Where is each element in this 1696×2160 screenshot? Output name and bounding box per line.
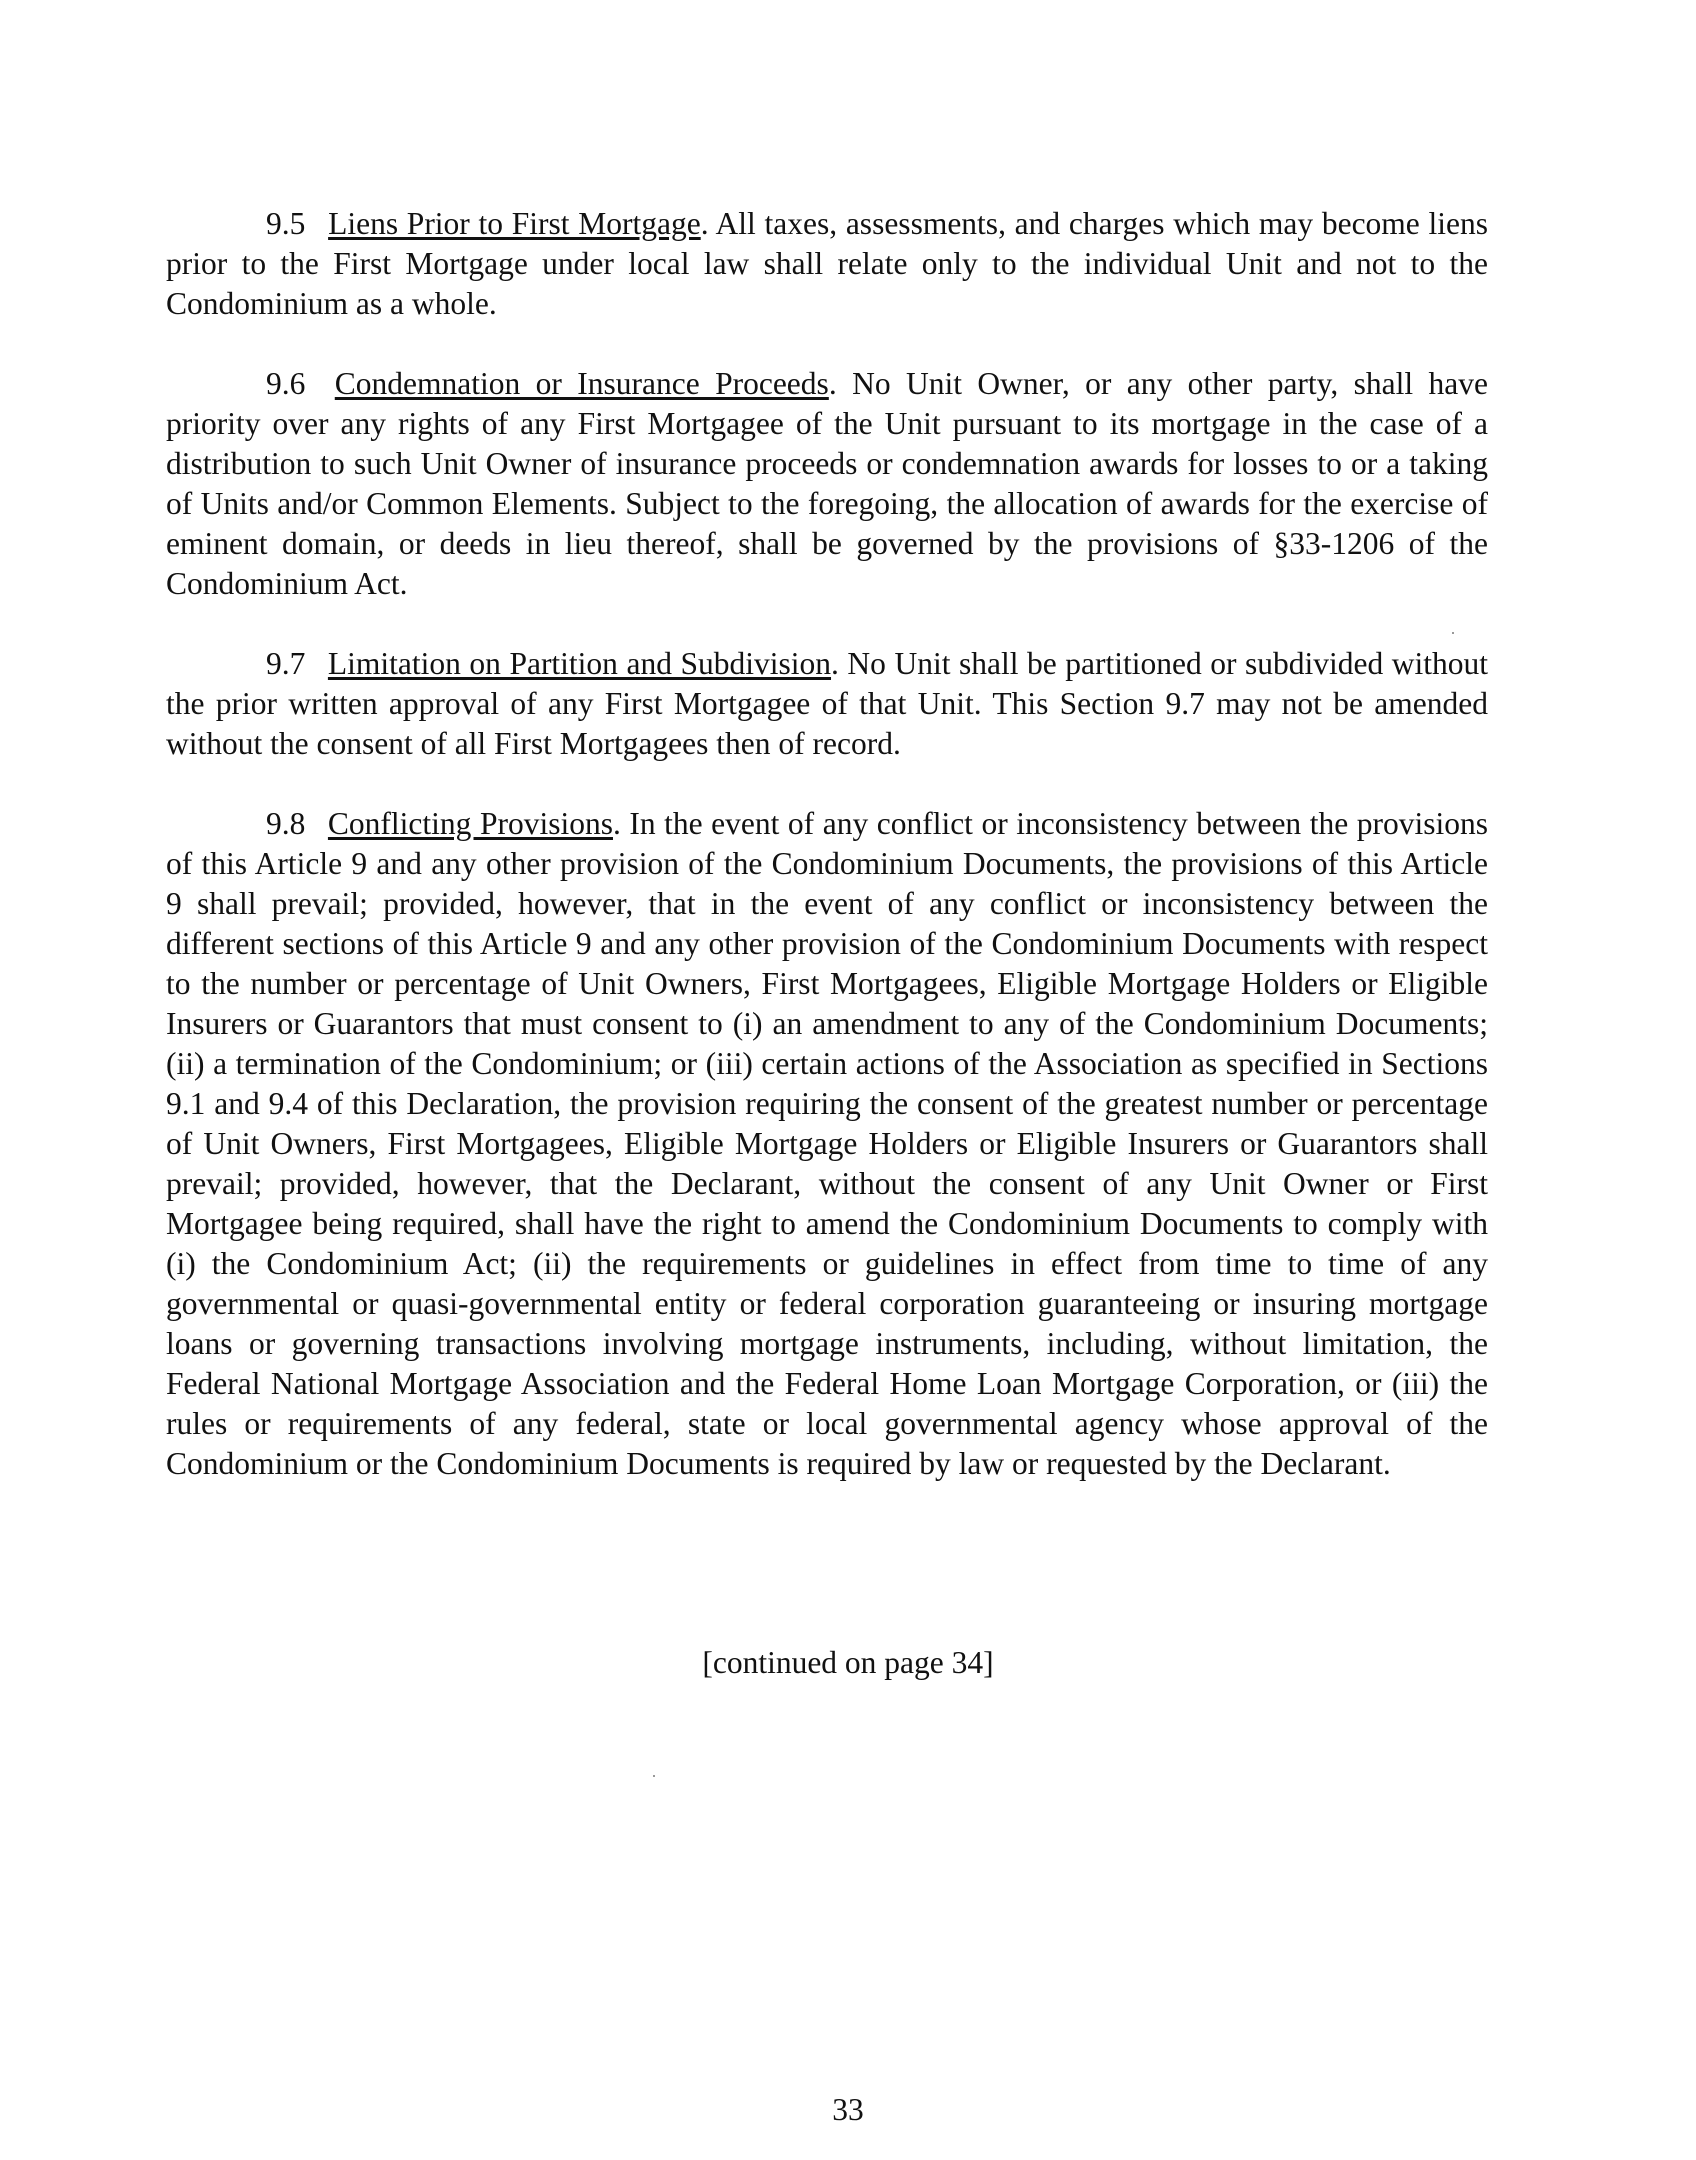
section-number: 9.7	[266, 646, 306, 681]
page-number: 33	[832, 2092, 864, 2127]
section-body: . No Unit shall be partitioned or subdivided without the prior written approval of any First Mortgagee of that Unit. This Section 9.7 may not be amended without the consent of all First Mortgagees then of record.	[166, 646, 1489, 761]
section-number: 9.6	[266, 366, 306, 401]
section-heading: Conflicting Provisions	[327, 806, 613, 841]
section-heading: Condemnation or Insurance Proceeds	[334, 366, 829, 401]
section-body: . All taxes, assessments, and charges which may become liens prior to the First Mortgage under local law shall relate only to the individual Unit and not to the Condominium as a whole.	[166, 206, 1489, 321]
section-9-7	[166, 644, 1488, 764]
scan-speck	[653, 1775, 655, 1777]
section-heading: Liens Prior to First Mortgage	[328, 206, 701, 241]
scan-speck	[1452, 632, 1454, 634]
section-number: 9.8	[266, 806, 306, 841]
document-body	[166, 204, 1488, 1524]
section-number: 9.5	[266, 206, 306, 241]
continued-note: [continued on page 34]	[702, 1645, 994, 1680]
section-9-6	[166, 364, 1488, 604]
section-9-8	[166, 804, 1488, 1484]
section-heading: Limitation on Partition and Subdivision	[327, 646, 832, 681]
section-body: . In the event of any conflict or inconsistency between the provisions of this Article 9 and any other provision of the Condominium Documents, the provisions of this Article 9 shall prevail; provided, however, that in the event of any conflict or inconsistency between the different sections of this Article 9 and any other provision of the Condominium Documents with respect to the number or percentage of Unit Owners, First Mortgagees, Eligible Mortgage Holders or Eligible Insurers or Guarantors that must consent to (i) an amendment to any of the Condominium Documents; (ii) a termination of the Condominium; or (iii) certain actions of the Association as specified in Sections 9.1 and 9.4 of this Declaration, the provision requiring the consent of the greatest number or percentage of Unit Owners, First Mortgagees, Eligible Mortgage Holders or Eligible Insurers or Guarantors shall prevail; provided, however, that the Declarant, without the consent of any Unit Owner or First Mortgagee being required, shall have the right to amend the Condominium Documents to comply with (i) the Condominium Act; (ii) the requirements or guidelines in effect from time to time of any governmental or quasi-governmental entity or federal corporation guaranteeing or insuring mortgage loans or governing transactions involving mortgage instruments, including, without limitation, the Federal National Mortgage Association and the Federal Home Loan Mortgage Corporation, or (iii) the rules or requirements of any federal, state or local governmental agency whose approval of the Condominium or the Condominium Documents is required by law or requested by the Declarant.	[166, 806, 1489, 1481]
section-9-5	[166, 204, 1488, 324]
section-body: . No Unit Owner, or any other party, shall have priority over any rights of any First Mortgagee of the Unit pursuant to its mortgage in the case of a distribution to such Unit Owner of insurance proceeds or condemnation awards for losses to or a taking of Units and/or Common Elements. Subject to the foregoing, the allocation of awards for the exercise of eminent domain, or deeds in lieu thereof, shall be governed by the provisions of §33-1206 of the Condominium Act.	[166, 366, 1488, 601]
